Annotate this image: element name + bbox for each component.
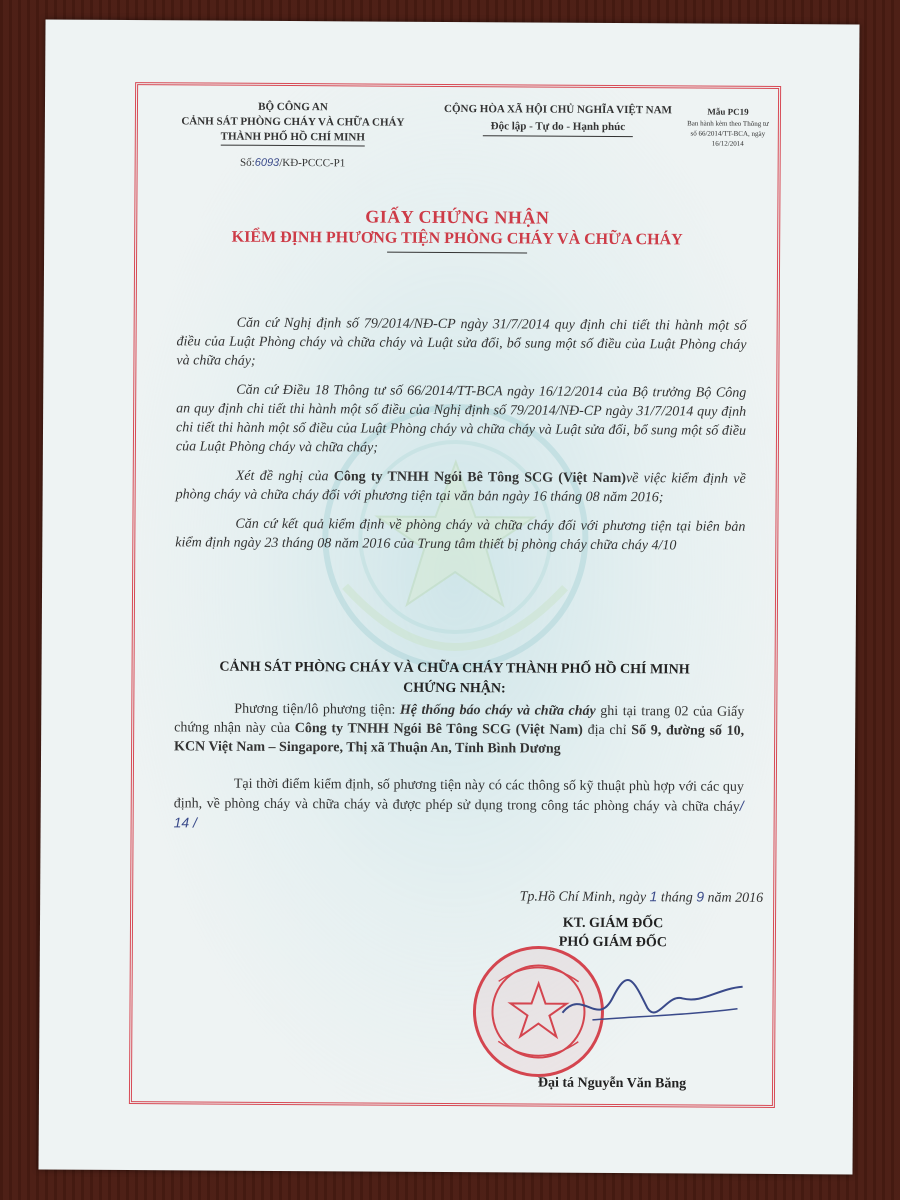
equipment-prefix: Phương tiện/lô phương tiện: xyxy=(234,701,400,718)
paragraph-circular: Căn cứ Điều 18 Thông tư số 66/2014/TT-BCA ngày 16/12/2014 của Bộ trưởng Bộ Công an quy định chi tiết thi hành một số điều của Nghị định số 79/2014/NĐ-CP ngày 31/7/2014 quy định chi tiết thi hành một số điều của Luật Phòng cháy và chữa cháy và Luật sửa đổi, bổ sung một số điều của Luật Phòng cháy và chữa cháy; xyxy=(175,382,747,456)
paragraph-decree: Căn cứ Nghị định số 79/2014/NĐ-CP ngày 31/7/2014 quy định chi tiết thi hành một số điều của Luật Phòng cháy và chữa cháy và Luật sửa đổi, bổ sung một số điều của Luật Phòng cháy và chữa cháy; xyxy=(176,315,747,369)
department-name: CẢNH SÁT PHÒNG CHÁY VÀ CHỮA CHÁY xyxy=(181,115,405,129)
national-motto: Độc lập - Tự do - Hạnh phúc xyxy=(483,118,634,137)
certified-company: Công ty TNHH Ngói Bê Tông SCG (Việt Nam) xyxy=(294,721,583,738)
city-name: THÀNH PHỐ HỒ CHÍ MINH xyxy=(221,130,365,147)
conclusion-text: Tại thời điểm kiểm định, số phương tiện này có các thông số kỹ thuật phù hợp với các quy định, về phòng cháy và chữa cháy và được phép sử dụng trong công tác phòng cháy và chữa cháy xyxy=(173,776,744,815)
so-number-handwritten: 6093 xyxy=(254,156,280,169)
place-date-line xyxy=(433,887,763,907)
signer-role-1: KT. GIÁM ĐỐC xyxy=(562,915,664,932)
issue-month: 9 xyxy=(696,888,705,905)
handwritten-mark: / 14 / xyxy=(173,797,744,831)
title-underline xyxy=(387,252,527,254)
paragraph-inspection-result: Căn cứ kết quả kiểm định về phòng cháy và chữa cháy đối với phương tiện tại biên bản kiểm định ngày 23 tháng 08 năm 2016 của Trung tâm thiết bị phòng cháy chữa cháy 4/10 xyxy=(175,516,746,554)
certification-conclusion xyxy=(174,774,744,836)
certifier-label: CHỨNG NHẬN: xyxy=(403,680,506,697)
country-name: CỘNG HÒA XÃ HỘI CHỦ NGHĨA VIỆT NAM xyxy=(444,102,672,117)
certification-section xyxy=(173,699,744,854)
request-company: Công ty TNHH Ngói Bê Tông SCG (Việt Nam) xyxy=(333,469,627,487)
address-label: địa chỉ xyxy=(582,722,632,739)
issue-place-date xyxy=(433,887,763,913)
certificate-frame xyxy=(129,82,781,1108)
certifier-name: CẢNH SÁT PHÒNG CHÁY VÀ CHỮA CHÁY THÀNH PHỐ HỒ CHÍ MINH xyxy=(219,659,690,678)
issuing-authority-header xyxy=(158,99,428,172)
title-line-1: GIẤY CHỨNG NHẬN xyxy=(365,206,550,228)
equipment-mid: ghi tại trang 02 của Giấy chứng nhận này của xyxy=(174,703,745,737)
month-label: tháng xyxy=(657,890,697,906)
title-line-2: KIỂM ĐỊNH PHƯƠNG TIỆN PHÒNG CHÁY VÀ CHỮA CHÁY xyxy=(231,228,683,249)
form-code-block xyxy=(686,106,770,149)
year-label: năm 2016 xyxy=(703,890,764,906)
certifier-heading xyxy=(134,657,774,701)
legal-basis-section xyxy=(175,313,747,565)
certification-equipment xyxy=(174,699,744,759)
national-header xyxy=(428,101,688,138)
company-address: Số 9, đường số 10, KCN Việt Nam – Singapore, Thị xã Thuận An, Tỉnh Bình Dương xyxy=(174,723,745,757)
issue-day: 1 xyxy=(649,888,658,905)
certificate-title xyxy=(137,205,777,255)
handwritten-signature-icon xyxy=(552,968,752,1039)
certificate-paper xyxy=(38,20,859,1175)
ministry-name: BỘ CÔNG AN xyxy=(258,100,328,114)
signer-name: Đại tá Nguyễn Văn Băng xyxy=(537,1075,687,1092)
so-suffix: /KĐ-PCCC-P1 xyxy=(279,156,346,170)
so-label: Số: xyxy=(240,156,255,169)
place-prefix: Tp.Hồ Chí Minh, ngày xyxy=(519,889,650,906)
form-code: Mẫu PC19 xyxy=(707,106,749,117)
form-note: Ban hành kèm theo Thông tư số 66/2014/TT-BCA, ngày 16/12/2014 xyxy=(687,119,769,148)
paragraph-request xyxy=(176,466,746,507)
equipment-name: Hệ thống báo cháy và chữa cháy xyxy=(399,702,596,719)
request-prefix: Xét đề nghị của xyxy=(235,468,334,485)
signer-role-2: PHÓ GIÁM ĐỐC xyxy=(558,934,667,951)
request-suffix: về việc kiểm định về phòng cháy và chữa cháy đối với phương tiện tại văn bản ngày 16 tháng 08 năm 2016; xyxy=(175,471,746,506)
document-number xyxy=(158,155,428,172)
